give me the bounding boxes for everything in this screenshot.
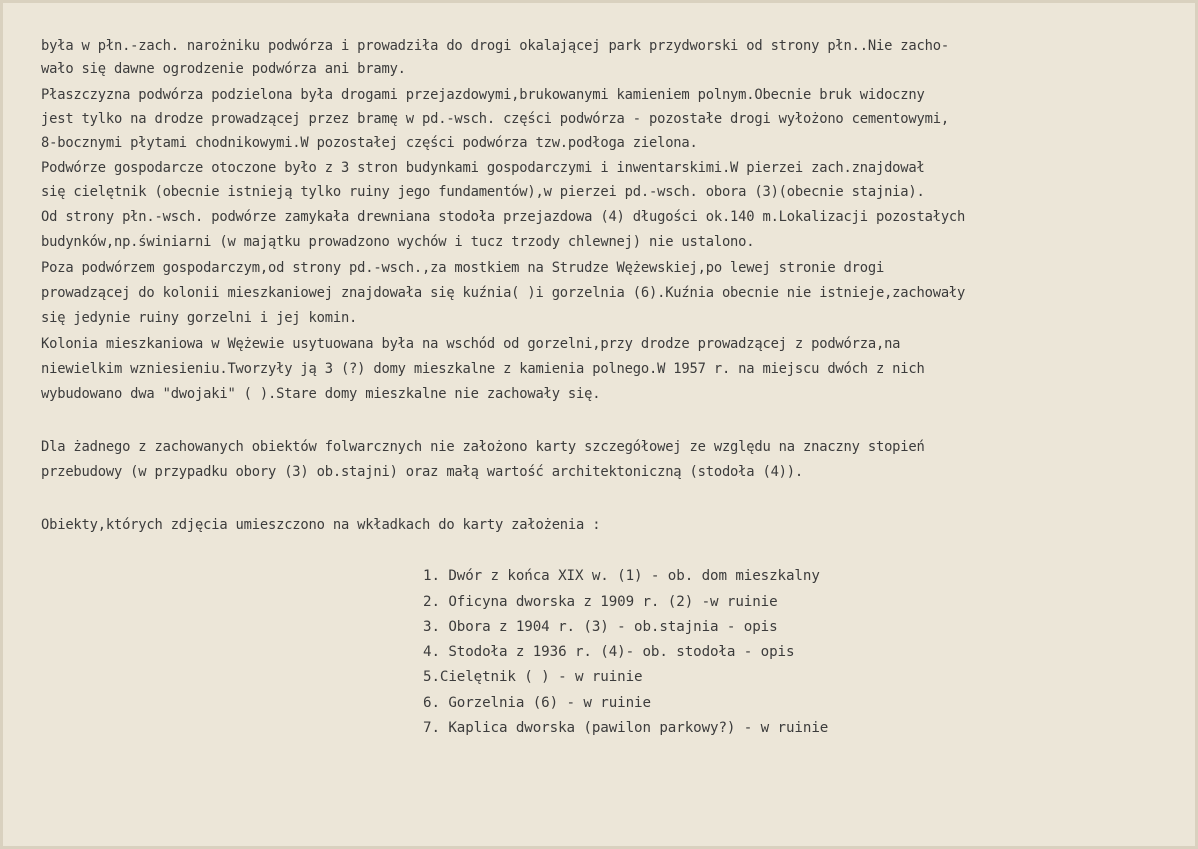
text-line: prowadzącej do kolonii mieszkaniowej znajdowała się kuźnia( )i gorzelnia (6).Kuźnia obecnie nie istnieje,zachowały: [41, 285, 966, 301]
text-line: była w płn.-zach. narożniku podwórza i prowadziła do drogi okalającej park przydworski od strony płn..Nie zacho-: [41, 38, 949, 54]
text-line: przebudowy (w przypadku obory (3) ob.stajni) oraz małą wartość architektoniczną (stodoła (4)).: [41, 464, 804, 480]
list-item: 3. Obora z 1904 r. (3) - ob.stajnia - opis: [423, 619, 778, 635]
text-line: Dla żadnego z zachowanych obiektów folwarcznych nie założono karty szczegółowej ze względu na znaczny stopień: [41, 439, 925, 455]
text-line: Od strony płn.-wsch. podwórze zamykała drewniana stodoła przejazdowa (4) długości ok.140 m.Lokalizacji pozostałych: [41, 209, 966, 225]
text-line: Obiekty,których zdjęcia umieszczono na wkładkach do karty założenia :: [41, 517, 601, 533]
text-line: 8-bocznymi płytami chodnikowymi.W pozostałej części podwórza tzw.podłoga zielona.: [41, 135, 698, 151]
text-line: jest tylko na drodze prowadzącej przez bramę w pd.-wsch. części podwórza - pozostałe drogi wyłożono cementowymi,: [41, 111, 949, 127]
text-line: niewielkim wzniesieniu.Tworzyły ją 3 (?) domy mieszkalne z kamienia polnego.W 1957 r. na miejscu dwóch z nich: [41, 361, 925, 377]
text-line: budynków,np.świniarni (w majątku prowadzono wychów i tucz trzody chlewnej) nie ustalono.: [41, 234, 755, 250]
text-line: Poza podwórzem gospodarczym,od strony pd.-wsch.,za mostkiem na Strudze Wężewskiej,po lewej stronie drogi: [41, 260, 885, 276]
list-item: 4. Stodoła z 1936 r. (4)- ob. stodoła - opis: [423, 644, 795, 660]
list-item: 5.Cielętnik ( ) - w ruinie: [423, 669, 643, 685]
list-item: 1. Dwór z końca XIX w. (1) - ob. dom mieszkalny: [423, 568, 820, 584]
text-line: wybudowano dwa "dwojaki" ( ).Stare domy mieszkalne nie zachowały się.: [41, 386, 601, 402]
text-line: Kolonia mieszkaniowa w Wężewie usytuowana była na wschód od gorzelni,przy drodze prowadzącej z podwórza,na: [41, 336, 901, 352]
text-line: Płaszczyzna podwórza podzielona była drogami przejazdowymi,brukowanymi kamieniem polnym.Obecnie bruk widoczny: [41, 87, 925, 103]
text-line: Podwórze gospodarcze otoczone było z 3 stron budynkami gospodarczymi i inwentarskimi.W pierzei zach.znajdował: [41, 160, 925, 176]
list-item: 2. Oficyna dworska z 1909 r. (2) -w ruinie: [423, 594, 778, 610]
list-item: 7. Kaplica dworska (pawilon parkowy?) - w ruinie: [423, 720, 829, 736]
text-line: się jedynie ruiny gorzelni i jej komin.: [41, 310, 358, 326]
list-item: 6. Gorzelnia (6) - w ruinie: [423, 695, 651, 711]
text-line: się cielętnik (obecnie istnieją tylko ruiny jego fundamentów),w pierzei pd.-wsch. obora (3)(obecnie stajnia).: [41, 184, 925, 200]
text-line: wało się dawne ogrodzenie podwórza ani bramy.: [41, 61, 406, 77]
